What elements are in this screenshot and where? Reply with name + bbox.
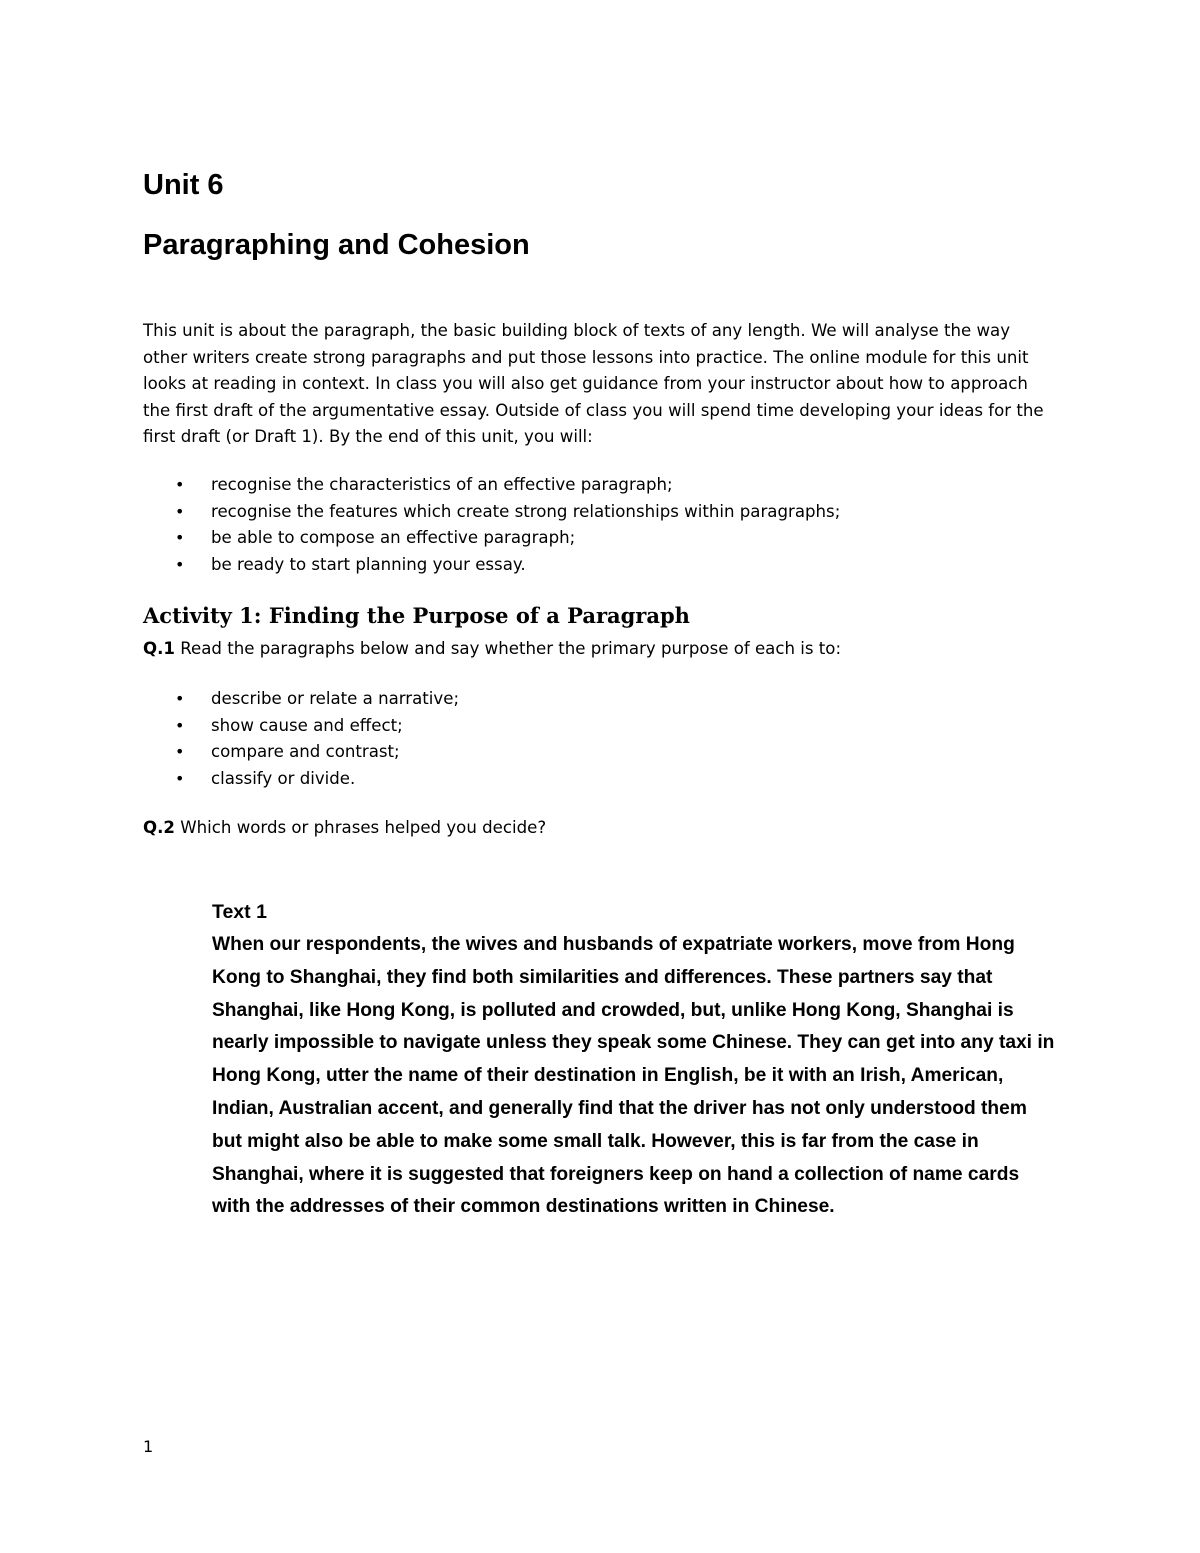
bullet-icon: •: [175, 501, 185, 521]
question-label: Q.2: [143, 818, 175, 837]
list-item: [143, 552, 1058, 579]
purpose-text: show cause and effect;: [211, 715, 403, 735]
list-item: [143, 472, 1058, 499]
objective-text: recognise the characteristics of an effective paragraph;: [211, 475, 673, 494]
list-item: [143, 525, 1058, 552]
bullet-icon: •: [175, 715, 185, 735]
text-1-body: When our respondents, the wives and husbands of expatriate workers, move from Hong Kong to Shanghai, they find both similarities and differences. These partners say that Shanghai, like Hong Kong, is polluted and crowded, but, unlike Hong Kong, Shanghai is nearly impossible to navigate unless they speak some Chinese. They can get into any taxi in Hong Kong, utter the name of their destination in English, be it with an Irish, American, Indian, Australian accent, and generally find that the driver has not only understood them but might also be able to make some small talk. However, this is far from the case in Shanghai, where it is suggested that foreigners keep on hand a collection of name cards with the addresses of their common destinations written in Chinese.: [212, 934, 1055, 1218]
page-number: 1: [143, 1437, 154, 1456]
question-1: [143, 636, 1058, 663]
question-2: [143, 815, 1058, 842]
list-item: [143, 499, 1058, 526]
purposes-list: [143, 686, 1058, 792]
bullet-icon: •: [175, 768, 185, 788]
list-item: [143, 686, 1058, 713]
objective-text: be able to compose an effective paragraph;: [211, 528, 576, 547]
bullet-icon: •: [175, 742, 185, 761]
objective-text: be ready to start planning your essay.: [211, 554, 526, 574]
objective-text: recognise the features which create strong relationships within paragraphs;: [211, 501, 841, 521]
bullet-icon: •: [175, 554, 185, 574]
bullet-icon: •: [175, 475, 185, 494]
list-item: [143, 713, 1058, 740]
purpose-text: compare and contrast;: [211, 742, 400, 761]
question-label: Q.1: [143, 639, 175, 658]
list-item: [143, 739, 1058, 766]
bullet-icon: •: [175, 689, 185, 708]
purpose-text: describe or relate a narrative;: [211, 689, 460, 708]
objectives-list: [143, 472, 1058, 578]
question-text: Read the paragraphs below and say whether the primary purpose of each is to:: [174, 639, 842, 658]
unit-subtitle: Paragraphing and Cohesion: [143, 229, 530, 261]
list-item: [143, 766, 1058, 793]
text-1-label: Text 1: [212, 901, 267, 923]
question-text: Which words or phrases helped you decide?: [174, 818, 547, 837]
bullet-icon: •: [175, 528, 185, 547]
unit-title: Unit 6: [143, 169, 224, 201]
purpose-text: classify or divide.: [211, 768, 356, 788]
activity-heading: Activity 1: Finding the Purpose of a Paragraph: [143, 603, 690, 628]
intro-paragraph: This unit is about the paragraph, the basic building block of texts of any length. We will analyse the way other writers create strong paragraphs and put those lessons into practice. The online module for this unit looks at reading in context. In class you will also get guidance from your instructor about how to approach the first draft of the argumentative essay. Outside of class you will spend time developing your ideas for the first draft (or Draft 1). By the end of this unit, you will:: [143, 321, 1044, 446]
